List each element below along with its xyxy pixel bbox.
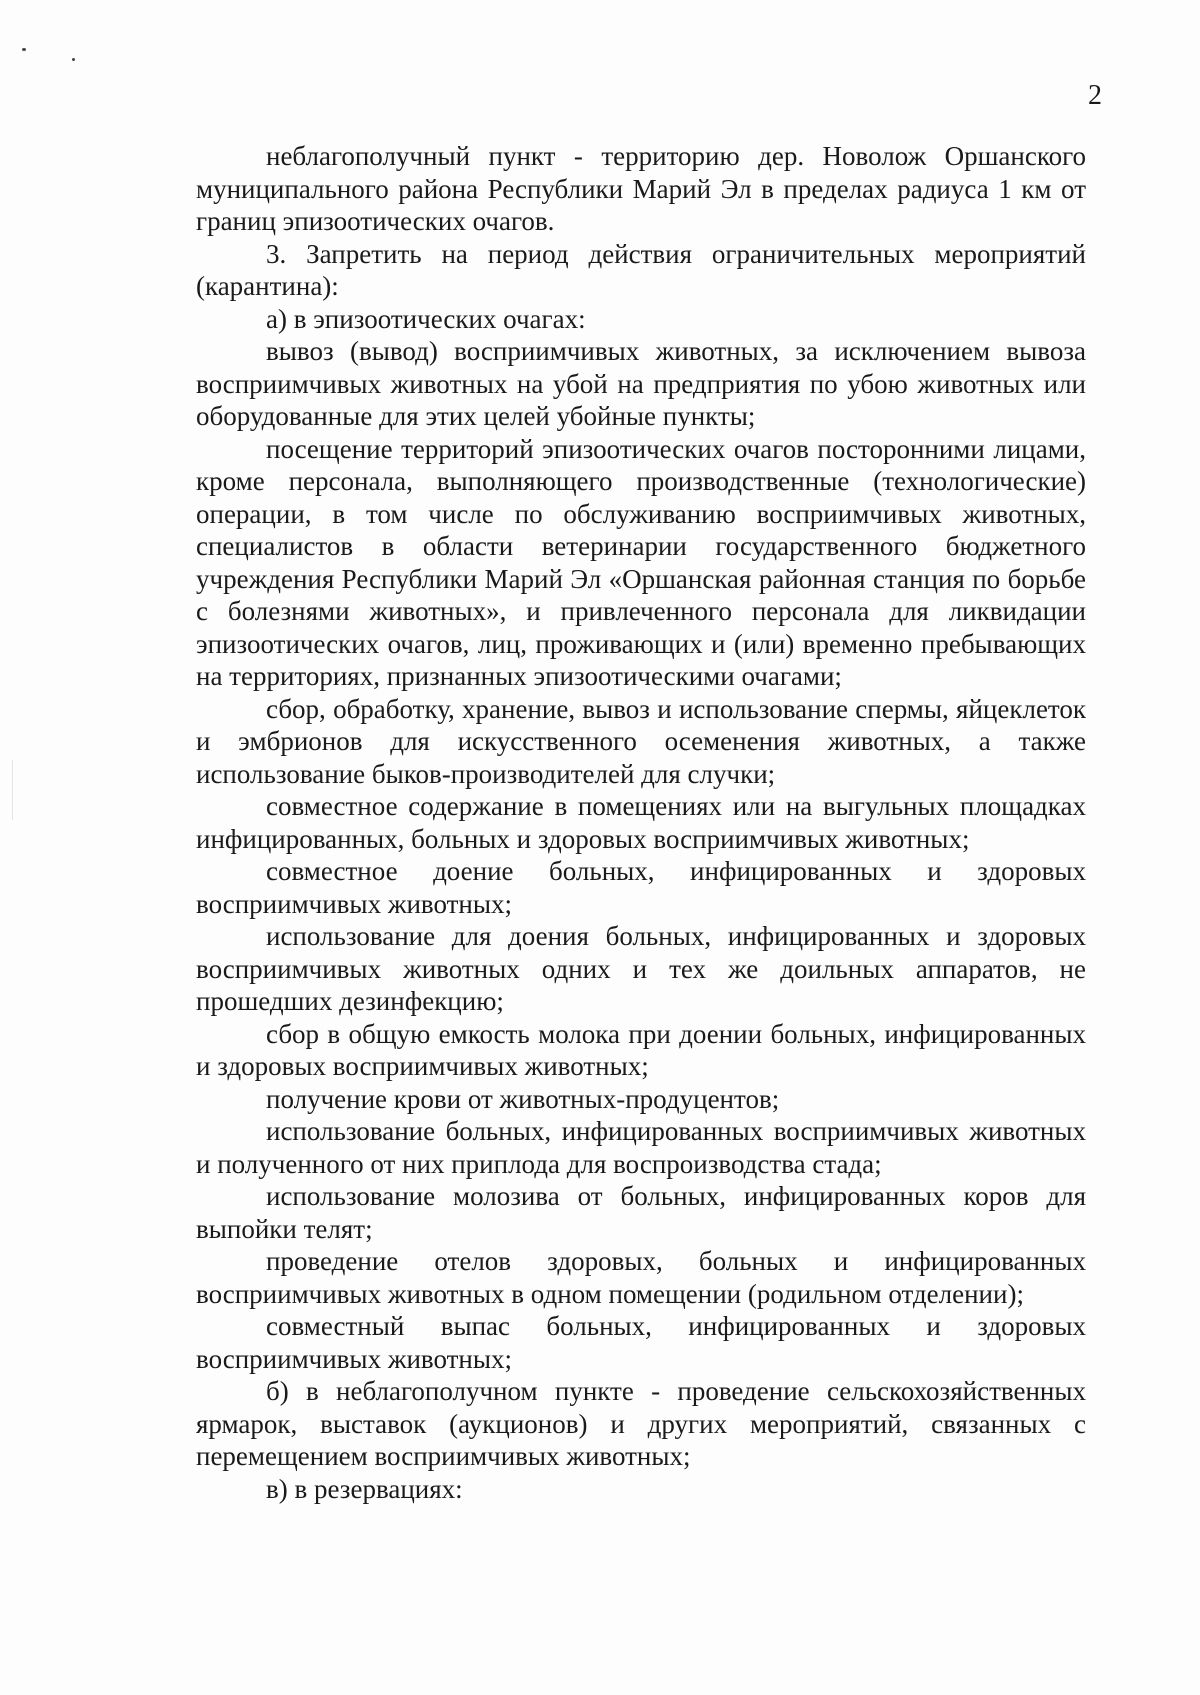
paragraph-subitem-v: в) в резервациях: xyxy=(266,1473,463,1504)
scan-speck xyxy=(72,58,75,61)
paragraph-subitem-a: а) в эпизоотических очагах: xyxy=(266,303,586,334)
scan-artifact-line xyxy=(12,760,13,820)
paragraph-breeding-ban: использование больных, инфицированных восприимчивых животных и полученного от них приплода для воспроизводства стада; xyxy=(196,1116,1086,1179)
document-body xyxy=(196,140,1086,1505)
page-number: 2 xyxy=(1088,80,1102,111)
paragraph-milk-collection-ban: сбор в общую емкость молока при доении больных, инфицированных и здоровых восприимчивых животных; xyxy=(196,1018,1086,1081)
paragraph-blood-ban: получение крови от животных-продуцентов; xyxy=(266,1083,780,1114)
paragraph-item-3: 3. Запретить на период действия ограничительных мероприятий (карантина): xyxy=(196,238,1086,301)
paragraph-joint-milking-ban: совместное доение больных, инфицированных и здоровых восприимчивых животных; xyxy=(196,856,1086,919)
paragraph-subitem-b: б) в неблагополучном пункте - проведение сельскохозяйственных ярмарок, выставок (аукционов) и других мероприятий, связанных с перемещением восприимчивых животных; xyxy=(196,1376,1086,1471)
paragraph-visit-ban: посещение территорий эпизоотических очагов посторонними лицами, кроме персонала, выполняющего производственные (технологические) операции, в том числе по обслуживанию восприимчивых животных, специалистов в области ветеринарии государственного бюджетного учреждения Республики Марий Эл «Оршанская районная станция по борьбе с болезнями животных», и привлеченного персонала для ликвидации эпизоотических очагов, лиц, проживающих и (или) временно пребывающих на территориях, признанных эпизоотическими очагами; xyxy=(196,433,1086,691)
paragraph-grazing-ban: совместный выпас больных, инфицированных и здоровых восприимчивых животных; xyxy=(196,1311,1086,1374)
paragraph-export-ban: вывоз (вывод) восприимчивых животных, за исключением вывоза восприимчивых животных на убой на предприятия по убою животных или оборудованные для этих целей убойные пункты; xyxy=(196,336,1086,431)
paragraph-joint-keeping-ban: совместное содержание в помещениях или на выгульных площадках инфицированных, больных и здоровых восприимчивых животных; xyxy=(196,791,1086,854)
paragraph-calving-ban: проведение отелов здоровых, больных и инфицированных восприимчивых животных в одном помещении (родильном отделении); xyxy=(196,1246,1086,1309)
paragraph-sperm-ban: сбор, обработку, хранение, вывоз и использование спермы, яйцеклеток и эмбрионов для искусственного осеменения животных, а также использование быков-производителей для случки; xyxy=(196,693,1086,789)
paragraph-unfavorable-point: неблагополучный пункт - территорию дер. Новолож Оршанского муниципального района Республики Марий Эл в пределах радиуса 1 км от границ эпизоотических очагов. xyxy=(196,141,1086,236)
paragraph-colostrum-ban: использование молозива от больных, инфицированных коров для выпойки телят; xyxy=(196,1181,1086,1244)
paragraph-milking-equipment-ban: использование для доения больных, инфицированных и здоровых восприимчивых животных одних и тех же доильных аппаратов, не прошедших дезинфекцию; xyxy=(196,921,1086,1016)
scan-speck xyxy=(22,48,26,51)
